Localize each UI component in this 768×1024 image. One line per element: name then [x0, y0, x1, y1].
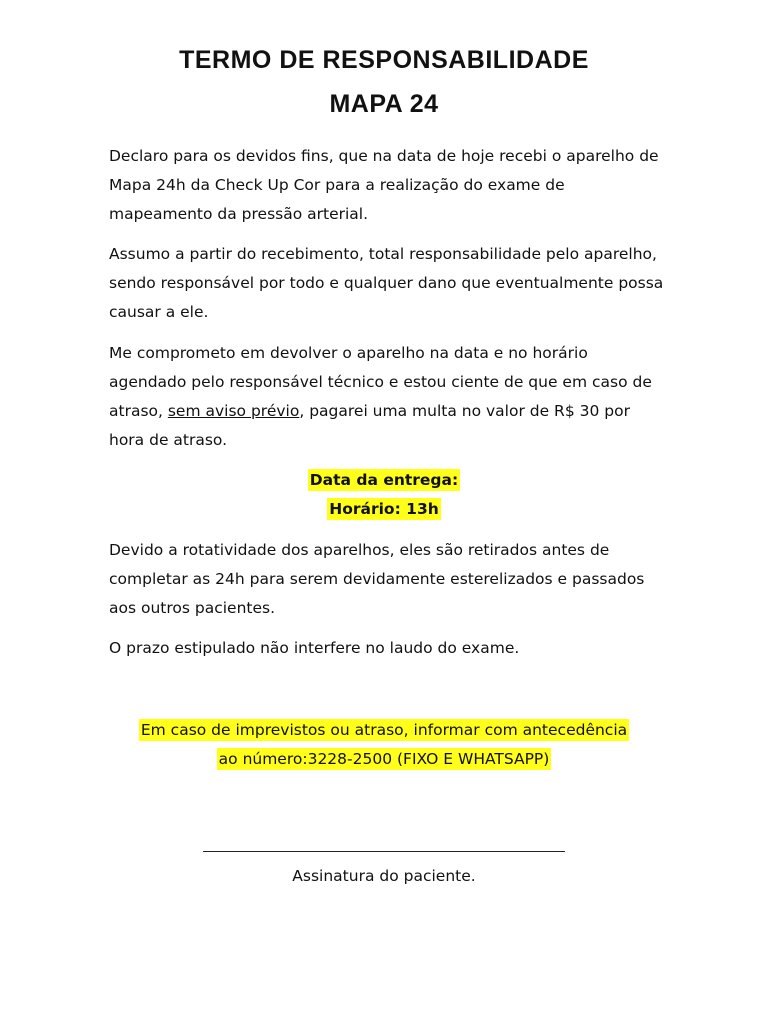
contact-notice-text-1: Em caso de imprevistos ou atraso, informar com antecedência	[140, 721, 628, 739]
delivery-time-line	[0, 495, 768, 524]
contact-notice-text-2: ao número:3228-2500 (FIXO E WHATSAPP)	[218, 750, 550, 768]
paragraph-declaration: Declaro para os devidos fins, que na data de hoje recebi o aparelho de Mapa 24h da Check Up Cor para a realização do exame de mapeamento da pressão arterial.	[109, 147, 659, 223]
paragraph-responsibility: Assumo a partir do recebimento, total responsabilidade pelo aparelho, sendo responsável por todo e qualquer dano que eventualmente possa causar a ele.	[109, 245, 664, 321]
no-notice-underlined-text: sem aviso prévio	[167, 402, 300, 420]
paragraph-return-text-start: Me comprometo em devolver o aparelho na data e no horário agendado pelo responsável técnico e estou ciente de que em caso de atraso,	[109, 344, 652, 420]
delivery-date-label: Data da entrega:	[309, 471, 459, 489]
contact-notice-line-2	[0, 745, 768, 774]
paragraph-deadline: O prazo estipulado não interfere no laudo do exame.	[109, 639, 520, 657]
signature-line	[203, 851, 565, 852]
delivery-date-line	[0, 466, 768, 495]
paragraph-return-text-end: , pagarei uma multa no valor de R$ 30 por hora de atraso.	[109, 402, 630, 449]
document-subtitle: MAPA 24	[329, 90, 439, 118]
document-title: TERMO DE RESPONSABILIDADE	[179, 46, 589, 74]
paragraph-rotation: Devido a rotatividade dos aparelhos, eles são retirados antes de completar as 24h para serem devidamente esterelizados e passados aos outros pacientes.	[109, 541, 645, 617]
signature-label: Assinatura do paciente.	[292, 867, 476, 885]
contact-notice-line-1	[0, 716, 768, 745]
paragraph-return-commitment	[109, 339, 669, 455]
delivery-time-label: Horário: 13h	[329, 500, 439, 518]
